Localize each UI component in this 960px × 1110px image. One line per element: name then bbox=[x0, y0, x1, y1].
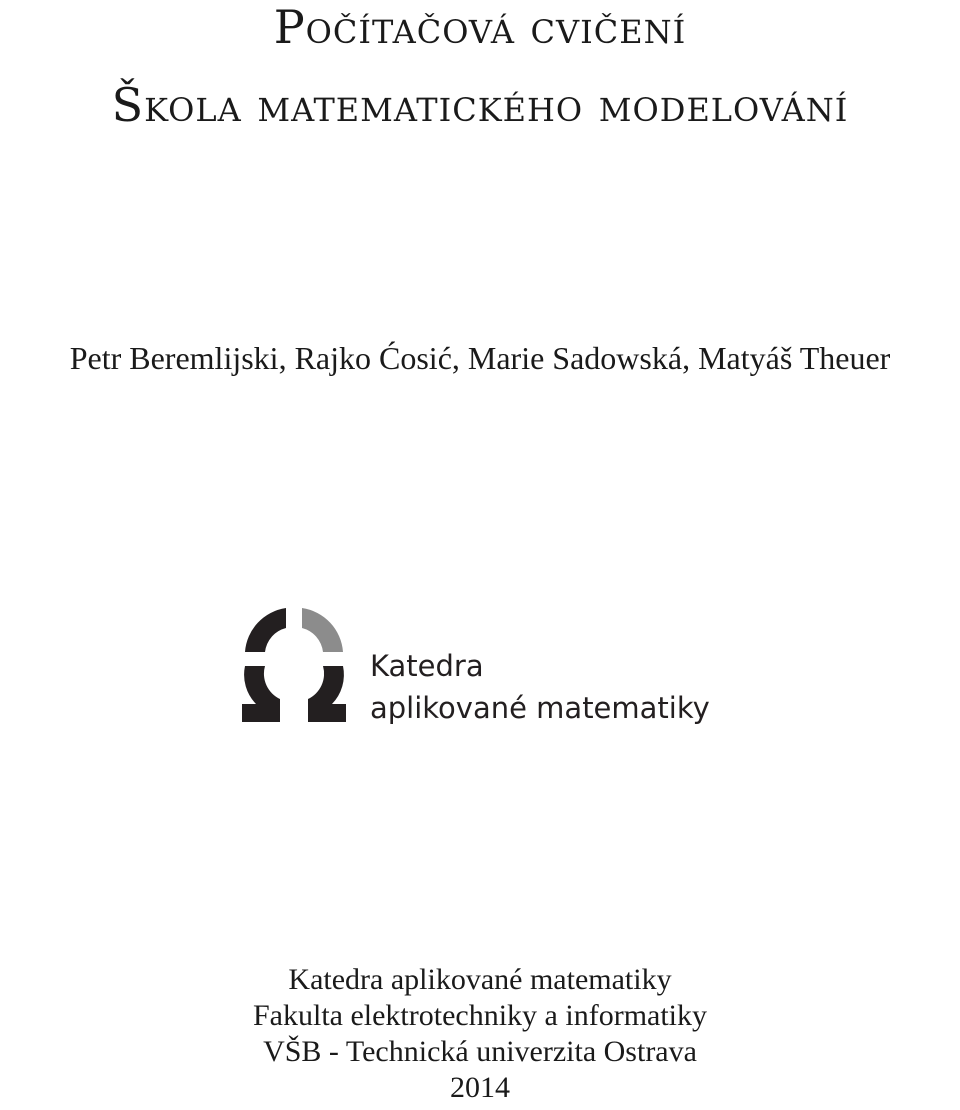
publication-year: 2014 bbox=[450, 1071, 510, 1104]
authors: Petr Beremlijski, Rajko Ćosić, Marie Sadowská, Matyáš Theuer bbox=[69, 340, 891, 376]
logo-text-line-1: Katedra bbox=[370, 649, 484, 683]
katedra-omega-logo-icon bbox=[240, 604, 350, 726]
logo-text bbox=[370, 645, 710, 729]
publisher-department: Katedra aplikované matematiky bbox=[288, 963, 672, 996]
title-line-2: Škola matematického modelování bbox=[111, 78, 849, 132]
publisher-block bbox=[0, 962, 960, 1106]
publisher-university: VŠB - Technická univerzita Ostrava bbox=[263, 1035, 697, 1068]
logo-text-line-2: aplikované matematiky bbox=[370, 691, 710, 725]
publisher-faculty: Fakulta elektrotechniky a informatiky bbox=[252, 999, 708, 1032]
title-line-1: Počítačová cvičení bbox=[273, 0, 687, 54]
